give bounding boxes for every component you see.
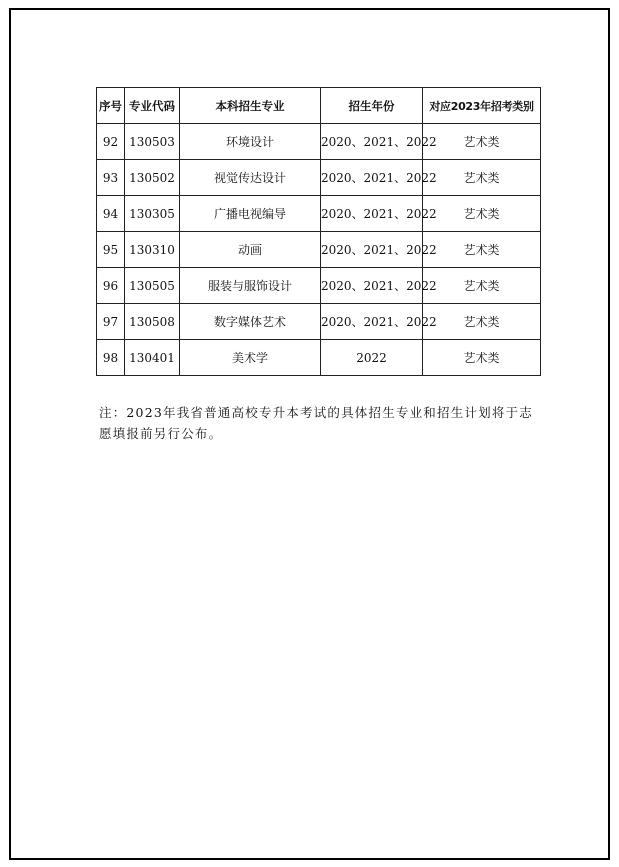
table-row <box>97 124 541 160</box>
cell-years: 2020、2021、2022 <box>321 232 423 268</box>
footnote: 注：2023年我省普通高校专升本考试的具体招生专业和招生计划将于志愿填报前另行公布。 <box>99 404 533 441</box>
cell-major: 广播电视编导 <box>180 196 321 232</box>
cell-index: 96 <box>97 268 125 304</box>
header-years: 招生年份 <box>321 88 423 124</box>
cell-years: 2020、2021、2022 <box>321 124 423 160</box>
cell-code: 130508 <box>125 304 180 340</box>
cell-major: 数字媒体艺术 <box>180 304 321 340</box>
cell-years: 2020、2021、2022 <box>321 304 423 340</box>
cell-code: 130502 <box>125 160 180 196</box>
cell-index: 93 <box>97 160 125 196</box>
table-row <box>97 232 541 268</box>
cell-category: 艺术类 <box>423 232 541 268</box>
cell-major: 动画 <box>180 232 321 268</box>
majors-table <box>96 87 541 376</box>
cell-code: 130505 <box>125 268 180 304</box>
cell-index: 98 <box>97 340 125 376</box>
cell-code: 130305 <box>125 196 180 232</box>
cell-years: 2020、2021、2022 <box>321 196 423 232</box>
cell-major: 视觉传达设计 <box>180 160 321 196</box>
cell-major: 环境设计 <box>180 124 321 160</box>
header-category: 对应2023年招考类别 <box>423 88 541 124</box>
cell-years: 2022 <box>321 340 423 376</box>
cell-years: 2020、2021、2022 <box>321 160 423 196</box>
cell-code: 130503 <box>125 124 180 160</box>
cell-code: 130310 <box>125 232 180 268</box>
table-row <box>97 196 541 232</box>
header-major: 本科招生专业 <box>180 88 321 124</box>
cell-major: 美术学 <box>180 340 321 376</box>
table-row <box>97 160 541 196</box>
cell-category: 艺术类 <box>423 160 541 196</box>
cell-code: 130401 <box>125 340 180 376</box>
table-row <box>97 304 541 340</box>
table-row <box>97 340 541 376</box>
header-code: 专业代码 <box>125 88 180 124</box>
cell-category: 艺术类 <box>423 124 541 160</box>
table-header-row <box>97 88 541 124</box>
cell-category: 艺术类 <box>423 304 541 340</box>
cell-major: 服装与服饰设计 <box>180 268 321 304</box>
cell-category: 艺术类 <box>423 340 541 376</box>
cell-category: 艺术类 <box>423 196 541 232</box>
cell-index: 95 <box>97 232 125 268</box>
table-row <box>97 268 541 304</box>
header-index: 序号 <box>97 88 125 124</box>
document-page <box>9 8 610 860</box>
cell-category: 艺术类 <box>423 268 541 304</box>
cell-index: 92 <box>97 124 125 160</box>
cell-years: 2020、2021、2022 <box>321 268 423 304</box>
cell-index: 94 <box>97 196 125 232</box>
cell-index: 97 <box>97 304 125 340</box>
